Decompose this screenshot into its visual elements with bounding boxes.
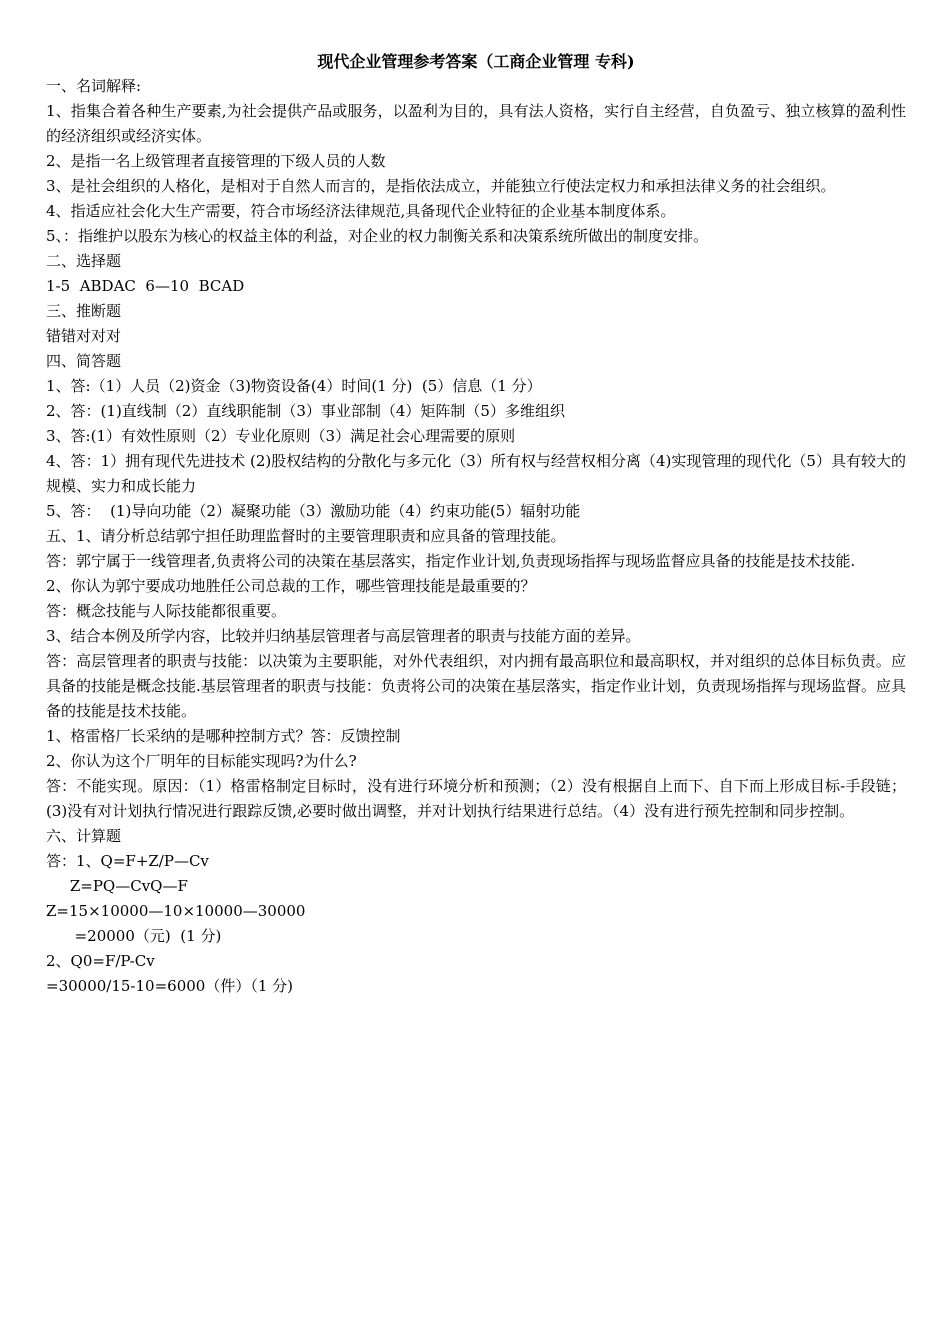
text-line: 1、答:（1）人员（2)资金（3)物资设备(4）时间(1 分) (5）信息（1 分） (46, 377, 542, 395)
text-line: 2、你认为这个厂明年的目标能实现吗?为什么? (46, 752, 357, 770)
text-line: 2、答：(1)直线制（2）直线职能制（3）事业部制（4）矩阵制（5）多维组织 (46, 402, 565, 420)
section-heading-short-answer: 四、简答题 (46, 352, 122, 370)
text-line: 答：概念技能与人际技能都很重要。 (46, 602, 287, 620)
paragraph: 答：郭宁属于一线管理者,负责将公司的决策在基层落实，指定作业计划,负责现场指挥与现场监督应具备的技能是技术技能. (46, 552, 856, 570)
paragraph: 1、指集合着各种生产要素,为社会提供产品或服务，以盈利为目的，具有法人资格，实行自主经营，自负盈亏、独立核算的盈利性的经济组织或经济实体。 (46, 102, 906, 145)
paragraph: 4、答：1）拥有现代先进技术 (2)股权结构的分散化与多元化（3）所有权与经营权相分离（4)实现管理的现代化（5）具有较大的规模、实力和成长能力 (46, 452, 906, 495)
text-line: 5、：指维护以股东为核心的权益主体的利益，对企业的权力制衡关系和决策系统所做出的制度安排。 (46, 227, 709, 245)
text-line: 5、答： (1)导向功能（2）凝聚功能（3）激励功能（4）约束功能(5）辐射功能 (46, 502, 581, 520)
formula-line: =20000（元) (1 分) (46, 927, 222, 945)
text-line: 1-5 ABDAC 6—10 BCAD (46, 277, 245, 295)
formula-line: 答：1、Q=F+Z/P—Cv (46, 852, 209, 870)
formula-line: =30000/15-10=6000（件）（1 分) (46, 977, 293, 995)
formula-line: Z=15×10000—10×10000—30000 (46, 902, 306, 920)
text-line: 3、答:(1）有效性原则（2）专业化原则（3）满足社会心理需要的原则 (46, 427, 516, 445)
paragraph: 3、是社会组织的人格化，是相对于自然人而言的，是指依法成立，并能独立行使法定权力和承担法律义务的社会组织。 (46, 177, 836, 195)
document-title: 现代企业管理参考答案（工商企业管理 专科) (317, 52, 635, 71)
section-heading-case-analysis: 五、1、请分析总结郭宁担任助理监督时的主要管理职责和应具备的管理技能。 (46, 527, 566, 545)
section-heading-judgment: 三、推断题 (46, 302, 122, 320)
text-line: 4、指适应社会化大生产需要，符合市场经济法律规范,具备现代企业特征的企业基本制度体系。 (46, 202, 676, 220)
text-line: 1、格雷格厂长采纳的是哪种控制方式？答：反馈控制 (46, 727, 401, 745)
text-line: 3、结合本例及所学内容，比较并归纳基层管理者与高层管理者的职责与技能方面的差异。 (46, 627, 641, 645)
section-heading-calculation: 六、计算题 (46, 827, 122, 845)
formula-line: Z=PQ—CvQ—F (46, 877, 188, 895)
text-line: 2、你认为郭宁要成功地胜任公司总裁的工作，哪些管理技能是最重要的？ (46, 577, 536, 595)
document-page (46, 50, 906, 999)
text-line: 2、是指一名上级管理者直接管理的下级人员的人数 (46, 152, 386, 170)
paragraph: 答：高层管理者的职责与技能：以决策为主要职能，对外代表组织，对内拥有最高职位和最高职权，并对组织的总体目标负责。应具备的技能是概念技能.基层管理者的职责与技能：负责将公司的决策在基层落实，指定作业计划，负责现场指挥与现场监督。应具备的技能是技术技能。 (46, 652, 906, 720)
formula-line: 2、Q0=F/P-Cv (46, 952, 155, 970)
text-line: 错错对对对 (46, 327, 122, 345)
paragraph: 答：不能实现。原因：（1）格雷格制定目标时，没有进行环境分析和预测；（2）没有根据自上而下、自下而上形成目标-手段链；(3)没有对计划执行情况进行跟踪反馈,必要时做出调整，并对计划执行结果进行总结。（4）没有进行预先控制和同步控制。 (46, 777, 906, 820)
section-heading-choice: 二、选择题 (46, 252, 122, 270)
section-heading-definitions: 一、名词解释: (46, 77, 142, 95)
